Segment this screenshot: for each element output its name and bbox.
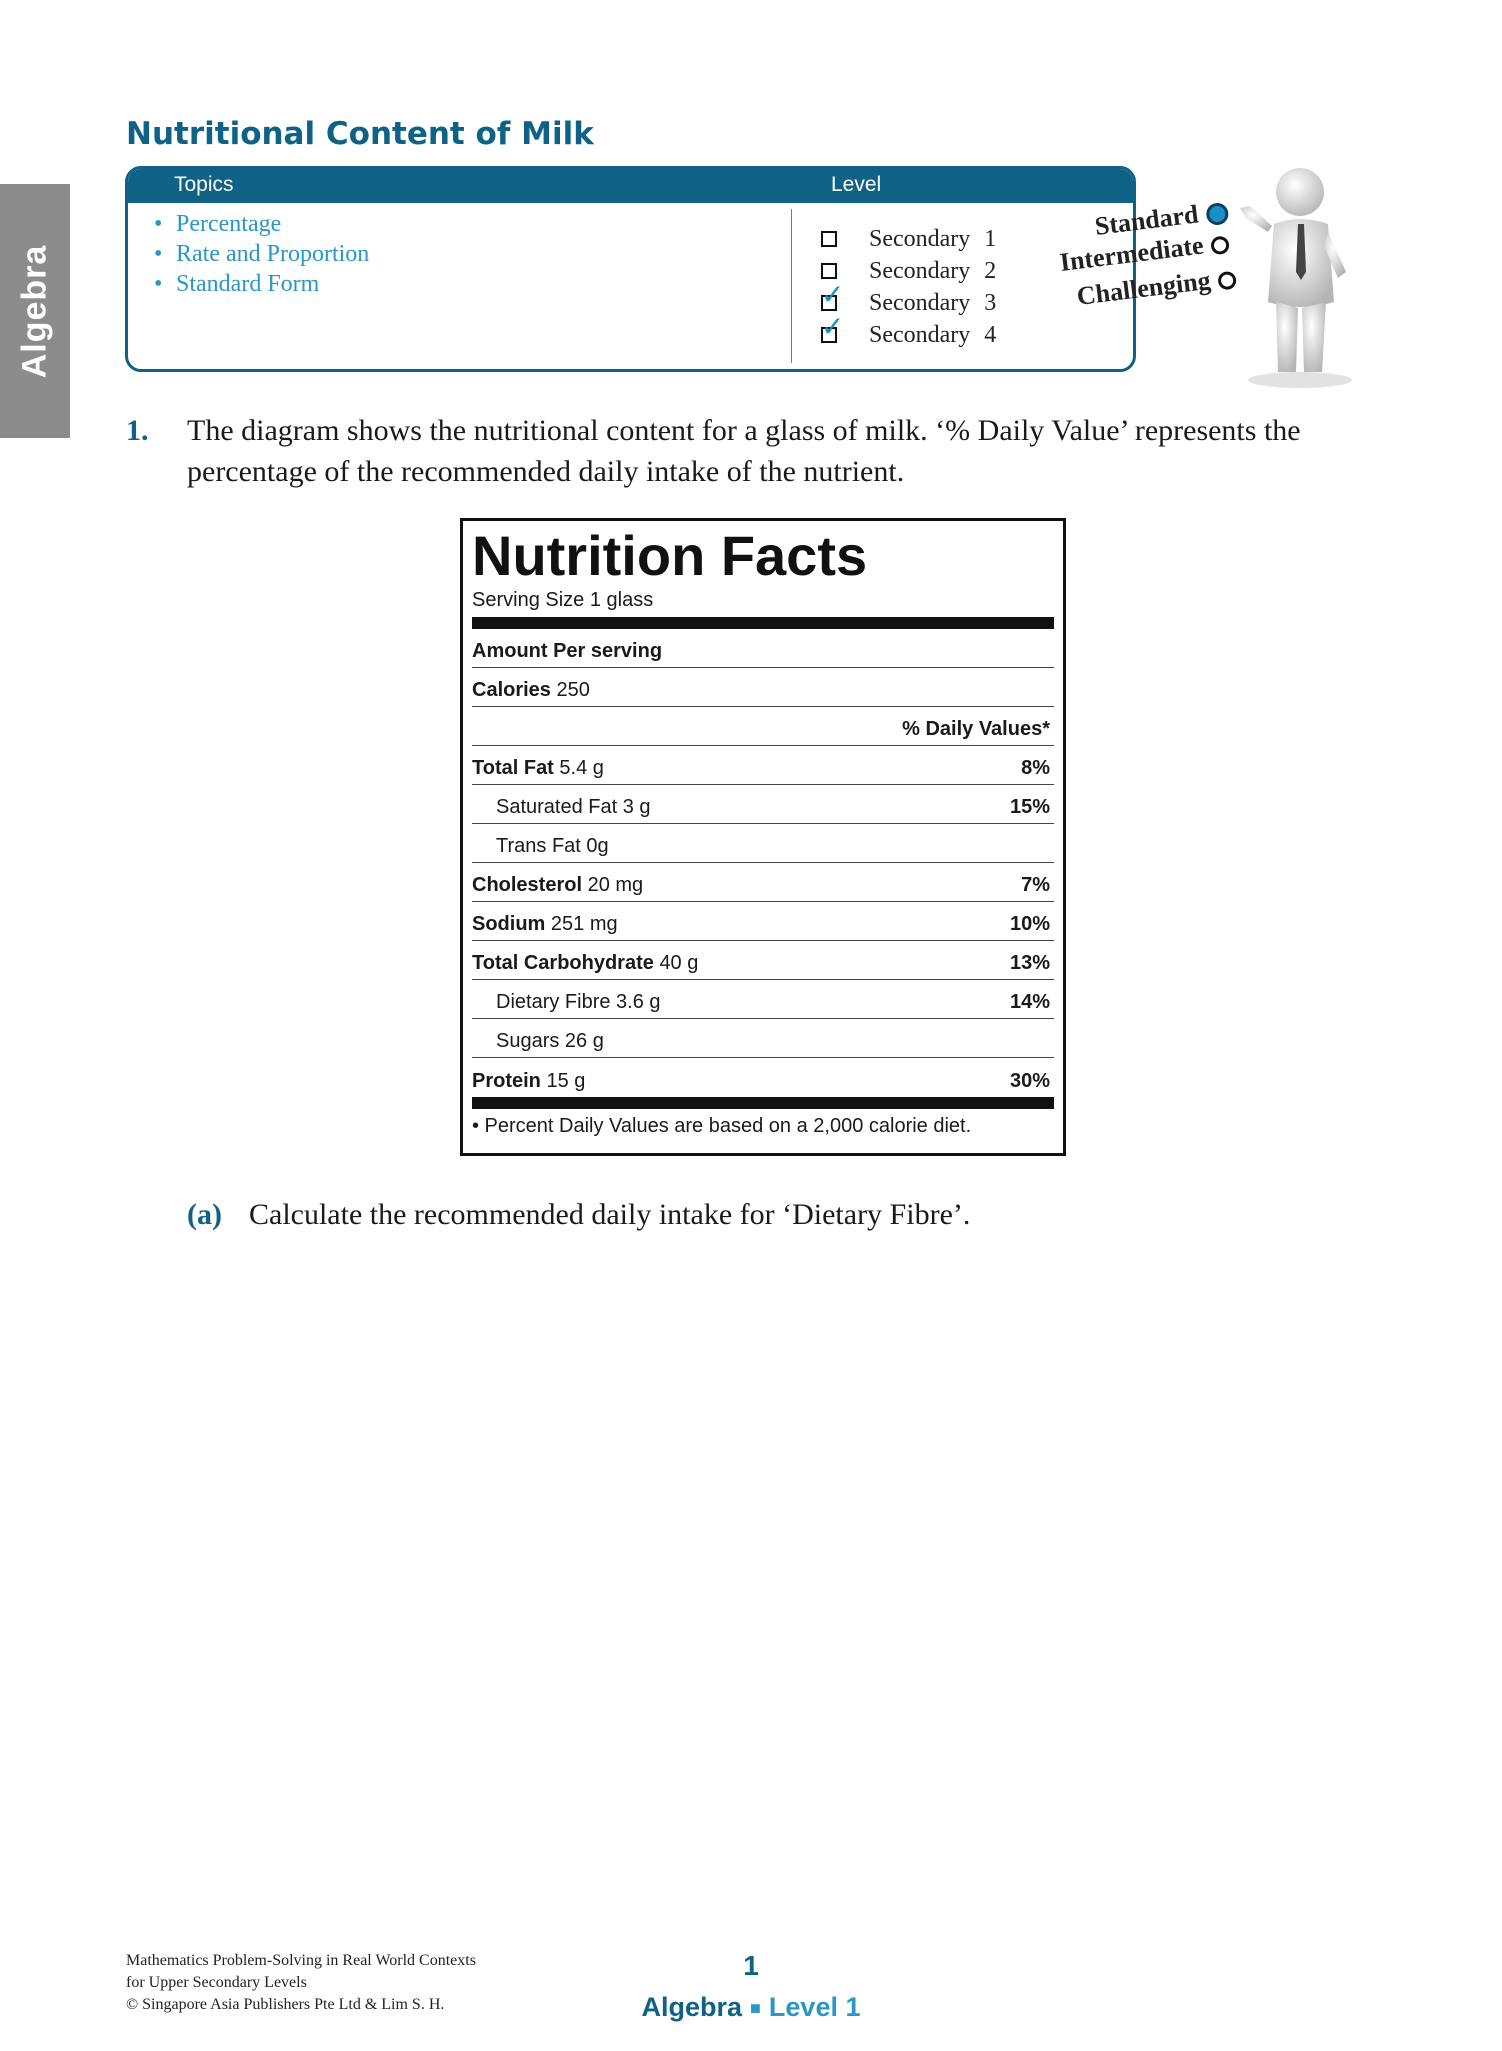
nutrient-name: Protein [472, 1070, 541, 1092]
nutrient-name: Saturated Fat 3 g [496, 796, 651, 818]
difficulty-label: Intermediate [1058, 230, 1206, 277]
question-text: The diagram shows the nutritional content for a glass of milk. ‘% Daily Value’ represents the percentage of the recommended daily intake of the nutrient. [187, 414, 1301, 488]
presenter-figure-icon [1238, 162, 1358, 392]
divider-bar [472, 1097, 1054, 1109]
difficulty-label: Challenging [1075, 265, 1213, 311]
level-number: 3 [984, 289, 997, 316]
side-tab-label: Algebra [15, 244, 54, 378]
nutrient-row [472, 1019, 1054, 1058]
daily-values-header-row [472, 707, 1054, 746]
nutrient-name: Dietary Fibre 3.6 g [496, 991, 661, 1013]
calories-value: 250 [556, 679, 590, 701]
square-separator-icon: ■ [750, 1998, 761, 2019]
nutrient-name: Trans Fat 0g [496, 835, 609, 857]
box-header [128, 169, 1133, 203]
nutrient-amount: 5.4 g [559, 757, 604, 779]
nutrient-percent: 10% [1009, 913, 1050, 935]
nutrient-row [472, 863, 1054, 902]
level-number: 2 [984, 257, 997, 284]
footer-line: Mathematics Problem-Solving in Real World Contexts [126, 1952, 476, 1969]
topics-list [154, 209, 369, 299]
subquestion-text: Calculate the recommended daily intake for ‘Dietary Fibre’. [249, 1198, 971, 1231]
daily-values-header: % Daily Values* [902, 718, 1050, 740]
nutrient-name: Total Carbohydrate [472, 952, 654, 974]
nutrient-name: Cholesterol [472, 874, 583, 896]
nutrient-row [472, 902, 1054, 941]
check-icon: ✓ [821, 278, 845, 311]
topic-item [154, 269, 369, 299]
footer-line: © Singapore Asia Publishers Pte Ltd & Lim S. H. [126, 1996, 445, 2013]
nutrient-percent: 30% [1009, 1070, 1050, 1092]
nutrient-name: Sugars 26 g [496, 1030, 604, 1052]
nutrient-percent: 8% [1021, 757, 1050, 779]
section-side-tab [0, 184, 70, 438]
nutrient-name: Total Fat [472, 757, 554, 779]
level-label: Secondary [869, 289, 971, 316]
topic-item [154, 209, 369, 239]
nutrient-row [472, 824, 1054, 863]
page-title: Nutritional Content of Milk [126, 116, 594, 152]
level-item [821, 223, 996, 255]
topic-label: Percentage [176, 211, 282, 237]
footer-section: Algebra [641, 1992, 743, 2022]
amount-per-serving-row [472, 629, 1054, 668]
nutrient-row [472, 785, 1054, 824]
nutrient-row [472, 1058, 1054, 1097]
level-number: 1 [984, 225, 997, 252]
footnote: • Percent Daily Values are based on a 2,000 calorie diet. [472, 1115, 972, 1137]
footer-section-tag [0, 1992, 1502, 2023]
nutrient-percent: 15% [1009, 796, 1050, 818]
column-divider [791, 209, 792, 363]
radio-empty-icon [1210, 235, 1230, 255]
amount-per-serving: Amount Per serving [472, 640, 663, 662]
nutrient-percent: 14% [1009, 991, 1050, 1013]
level-item [821, 278, 997, 319]
footer-level: Level 1 [768, 1992, 861, 2022]
divider-bar [472, 617, 1054, 629]
topic-label: Rate and Proportion [176, 241, 370, 267]
nutrient-amount: 251 mg [550, 913, 618, 935]
calories-row [472, 668, 1054, 707]
level-item [821, 310, 997, 351]
topic-item [154, 239, 369, 269]
level-list [821, 223, 996, 351]
nutrient-row [472, 746, 1054, 785]
check-icon: ✓ [821, 310, 845, 343]
checkbox-checked [821, 310, 845, 343]
level-number: 4 [984, 321, 997, 348]
topics-header: Topics [174, 173, 234, 196]
level-item [821, 255, 996, 287]
nutrient-row [472, 980, 1054, 1019]
nutrient-amount: 20 mg [587, 874, 644, 896]
difficulty-indicator [1050, 198, 1240, 328]
level-label: Secondary [869, 257, 971, 284]
nutrition-facts-title: Nutrition Facts [472, 524, 868, 587]
level-header: Level [831, 173, 882, 196]
nutrient-percent: 7% [1021, 874, 1050, 896]
calories-label: Calories [472, 679, 551, 701]
topic-label: Standard Form [176, 271, 320, 297]
level-label: Secondary [869, 321, 971, 348]
level-label: Secondary [869, 225, 971, 252]
bullet-icon: • [154, 271, 163, 297]
serving-size: Serving Size 1 glass [472, 589, 654, 611]
nutrient-name: Sodium [472, 913, 546, 935]
radio-empty-icon [1217, 271, 1237, 291]
bullet-icon: • [154, 241, 163, 267]
radio-selected-icon [1205, 202, 1230, 227]
bullet-icon: • [154, 211, 163, 237]
topics-level-box [125, 166, 1136, 372]
subquestion-label: (a) [187, 1198, 222, 1231]
checkbox-checked [821, 278, 845, 311]
nutrient-amount: 40 g [659, 952, 699, 974]
nutrient-percent: 13% [1009, 952, 1050, 974]
checkbox-unchecked [821, 263, 837, 279]
checkbox-unchecked [821, 231, 837, 247]
footer-line: for Upper Secondary Levels [126, 1974, 307, 1991]
nutrition-facts-label [460, 518, 1066, 1156]
difficulty-label: Standard [1093, 199, 1200, 241]
question-number: 1. [126, 414, 149, 447]
nutrient-amount: 15 g [546, 1070, 586, 1092]
page-number: 1 [743, 1950, 759, 1981]
nutrient-row [472, 941, 1054, 980]
